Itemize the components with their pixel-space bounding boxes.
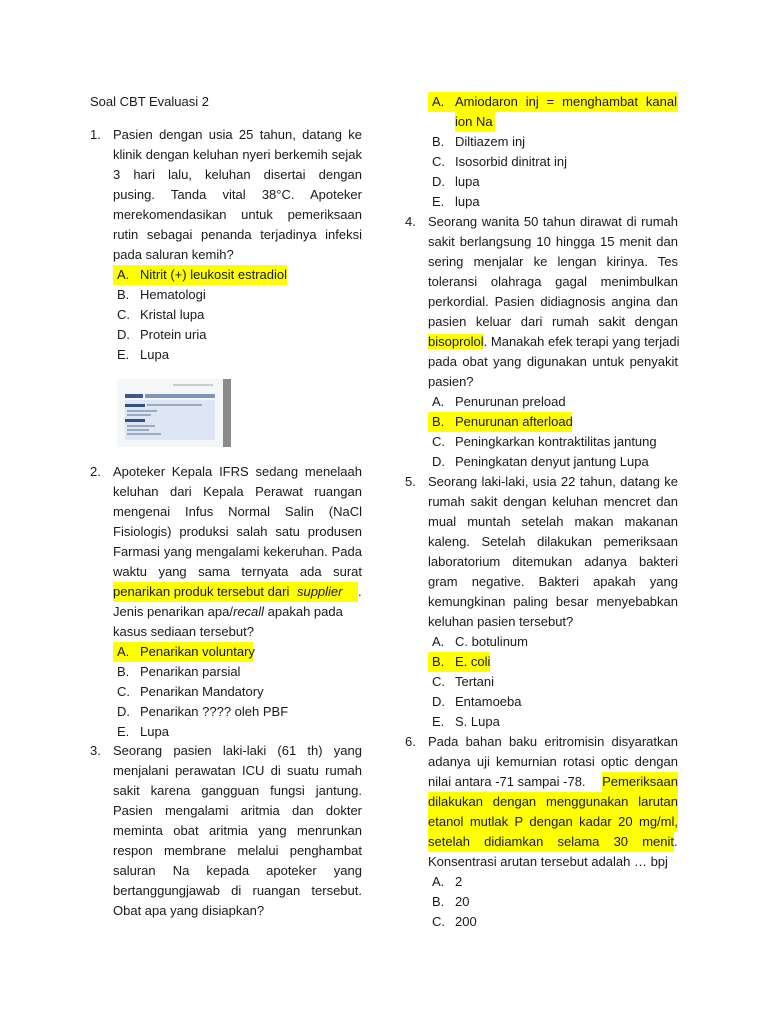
highlighted-text-line: etanol mutlak P dengan kadar 20 mg/ml, xyxy=(428,812,678,832)
option-text: Isosorbid dinitrat inj xyxy=(455,154,567,169)
question-text-line: Pasien mengalami aritmia dan dokter xyxy=(113,803,362,818)
question-text-line: pada obat yang digunakan untuk penyakit xyxy=(428,354,678,369)
page-title: Soal CBT Evaluasi 2 xyxy=(90,94,209,109)
question-text-line: pusing. Tanda vital 38°C. Apoteker xyxy=(113,187,362,202)
question-text-line: Seorang laki-laki, usia 22 tahun, datang ke xyxy=(428,474,678,489)
option-letter: E. xyxy=(432,714,445,729)
option-text: Protein uria xyxy=(140,327,207,342)
highlighted-text: penarikan produk tersebut dari xyxy=(113,584,290,599)
question-text-line: waktu yang sama ternyata ada surat xyxy=(113,564,362,579)
period: . xyxy=(674,834,678,849)
option-letter: A. xyxy=(432,94,445,109)
question-text-line: laboratorium ditemukan adanya bakteri xyxy=(428,554,678,569)
option-text-continuation: ion Na xyxy=(455,114,493,129)
option-text: Hematologi xyxy=(140,287,206,302)
document-thumbnail-icon xyxy=(117,379,232,447)
question-text-line xyxy=(428,332,680,352)
option-letter: B. xyxy=(432,654,445,669)
question-text-line: menjalani perawatan ICU di suatu rumah xyxy=(113,763,362,778)
question-text-line: Pada bahan baku eritromisin disyaratkan xyxy=(428,734,678,749)
option-text: lupa xyxy=(455,174,480,189)
question-text-line: Obat apa yang disiapkan? xyxy=(113,903,265,918)
option-text: Penarikan ???? oleh PBF xyxy=(140,704,289,719)
option-text: Penarikan parsial xyxy=(140,664,241,679)
option-text: Penurunan preload xyxy=(455,394,566,409)
option-letter: B. xyxy=(432,414,445,429)
option-letter: C. xyxy=(117,307,130,322)
option-letter: B. xyxy=(432,134,445,149)
text-part: Jenis penarikan apa/ xyxy=(113,604,233,619)
highlighted-italic-text: supplier xyxy=(296,584,343,599)
option-text: Nitrit (+) leukosit estradiol xyxy=(140,267,288,282)
question-number: 5. xyxy=(405,474,416,489)
question-text-line: sering menjalar ke lengan kirinya. Tes xyxy=(428,254,678,269)
question-text-line: toleransi olahraga gagal menimbulkan xyxy=(428,274,678,289)
question-number: 4. xyxy=(405,214,416,229)
question-text-line: saluran Na kepada apoteker yang xyxy=(113,863,362,878)
option-text: Kristal lupa xyxy=(140,307,205,322)
option-letter: B. xyxy=(117,664,130,679)
question-text-line: Apoteker Kepala IFRS sedang menelaah xyxy=(113,464,362,479)
highlighted-text-line: dilakukan dengan menggunakan larutan xyxy=(428,792,678,812)
question-text-line: bertanggungjawab di ruangan tersebut. xyxy=(113,883,362,898)
option-letter: C. xyxy=(432,914,445,929)
question-text-line: Fisiologis) produksi salah satu produsen xyxy=(113,524,362,539)
question-text-line: pasien keluar dari rumah sakit dengan xyxy=(428,314,678,329)
option-text: S. Lupa xyxy=(455,714,500,729)
question-text-line xyxy=(113,602,362,622)
question-text-line: Seorang pasien laki-laki (61 th) yang xyxy=(113,743,362,758)
question-text-line: keluhan dari Kepala Perawat ruangan xyxy=(113,484,362,499)
option-text: Peningkarkan kontraktilitas jantung xyxy=(455,434,657,449)
question-text-line: keluhan pasien tersebut? xyxy=(428,614,574,629)
option-letter: A. xyxy=(432,634,445,649)
option-letter: A. xyxy=(117,267,130,282)
highlighted-text: Pemeriksaan xyxy=(602,772,678,792)
option-text: Penarikan voluntary xyxy=(140,644,255,659)
text-part: apakah pada xyxy=(264,604,343,619)
option-letter: A. xyxy=(432,874,445,889)
option-letter: C. xyxy=(432,154,445,169)
question-text-line: mual muntah setelah makan makanan xyxy=(428,514,678,529)
question-text-line: Farmasi yang mengalami kekeruhan. Pada xyxy=(113,544,362,559)
question-text-line: sakit karena gangguan fungsi jantung. xyxy=(113,783,362,798)
option-letter: B. xyxy=(432,894,445,909)
option-letter: C. xyxy=(117,684,130,699)
question-text-line: rumah sakit dengan keluhan mencret dan xyxy=(428,494,678,509)
question-text-line: Pasien dengan usia 25 tahun, datang ke xyxy=(113,127,362,142)
highlighted-text: bisoprolol xyxy=(428,334,484,349)
option-text: Peningkatan denyut jantung Lupa xyxy=(455,454,649,469)
text-part: nilai antara -71 sampai -78. xyxy=(428,774,590,789)
option-text: E. coli xyxy=(455,654,491,669)
question-text-line: kemungkinan paling besar menyebabkan xyxy=(428,594,678,609)
option-text: Diltiazem inj xyxy=(455,134,526,149)
text-part: . Manakah efek terapi yang terjadi xyxy=(483,334,680,349)
question-text-line: pada saluran kemih? xyxy=(113,247,234,262)
option-text: C. botulinum xyxy=(455,634,528,649)
option-letter: C. xyxy=(432,434,445,449)
option-letter: D. xyxy=(432,694,445,709)
question-text-line: kasus sediaan tersebut? xyxy=(113,624,254,639)
option-text: Amiodaron inj = menghambat kanal xyxy=(455,94,677,109)
option-letter: B. xyxy=(117,287,130,302)
question-number: 1. xyxy=(90,127,101,142)
question-text-line: mengenai Infus Normal Salin (NaCl xyxy=(113,504,362,519)
question-number: 6. xyxy=(405,734,416,749)
question-text-line: meminta obat aritmia yang menrunkan xyxy=(113,823,362,838)
highlighted-text-line: setelah didiamkan selama 30 menit xyxy=(428,832,674,852)
option-text: Lupa xyxy=(140,724,169,739)
question-text-line: perkordial. Pasien didiagnosis angina dan xyxy=(428,294,678,309)
option-letter: D. xyxy=(432,454,445,469)
italic-text-part: recall xyxy=(232,604,265,619)
question-text-line: merekomendasikan untuk pemeriksaan xyxy=(113,207,362,222)
option-text: 20 xyxy=(455,894,470,909)
option-letter: C. xyxy=(432,674,445,689)
question-text-line: rutin sebagai penanda terjadinya infeksi xyxy=(113,227,362,242)
question-text-line: pasien? xyxy=(428,374,474,389)
question-text-line: sakit berlangsung 10 hingga 15 menit dan xyxy=(428,234,678,249)
highlighted-text-line xyxy=(113,582,358,602)
question-number: 3. xyxy=(90,743,101,758)
option-letter: D. xyxy=(117,327,130,342)
question-text-line: Seorang wanita 50 tahun dirawat di rumah xyxy=(428,214,678,229)
question-text-line: 3 hari lalu, keluhan disertai dengan xyxy=(113,167,362,182)
question-text-line: gram negative. Bakteri apakah yang xyxy=(428,574,678,589)
option-text: lupa xyxy=(455,194,480,209)
option-text: Lupa xyxy=(140,347,169,362)
question-text-line xyxy=(428,772,678,792)
question-text-line: klinik dengan keluhan nyeri berkemih sejak xyxy=(113,147,362,162)
option-text: Penarikan Mandatory xyxy=(140,684,264,699)
question-text-line: kaleng. Setelah dilakukan pemeriksaan xyxy=(428,534,678,549)
question-text-line: Konsentrasi arutan tersebut adalah … bpj xyxy=(428,854,668,869)
option-text: 2 xyxy=(455,874,463,889)
option-letter: D. xyxy=(117,704,130,719)
period: . xyxy=(358,584,362,599)
option-letter: E. xyxy=(117,347,130,362)
question-text-line: respon membrane melalui penghambat xyxy=(113,843,362,858)
option-text: Tertani xyxy=(455,674,495,689)
question-number: 2. xyxy=(90,464,101,479)
option-text: Penurunan afterload xyxy=(455,414,573,429)
option-letter: E. xyxy=(432,194,445,209)
option-letter: D. xyxy=(432,174,445,189)
option-text: Entamoeba xyxy=(455,694,522,709)
option-letter: A. xyxy=(117,644,130,659)
option-letter: A. xyxy=(432,394,445,409)
option-letter: E. xyxy=(117,724,130,739)
question-text-line: adanya uji kemurnian rotasi optic dengan xyxy=(428,754,678,769)
option-text: 200 xyxy=(455,914,477,929)
